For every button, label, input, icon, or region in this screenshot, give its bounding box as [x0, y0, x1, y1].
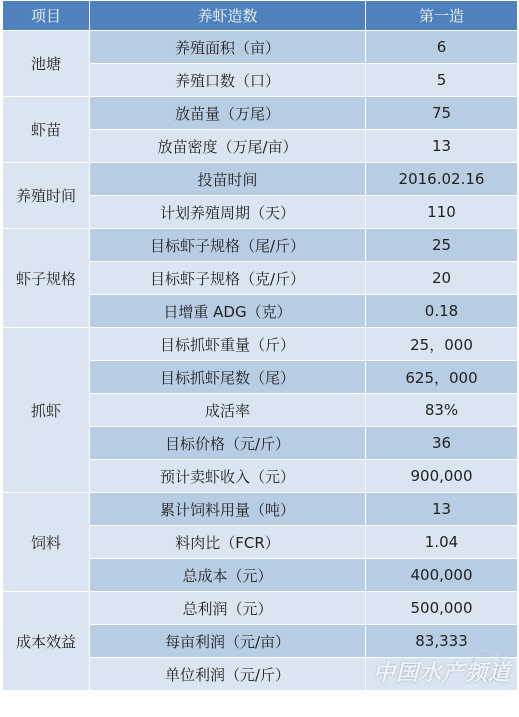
table-body: [3, 31, 518, 691]
metric-label: 预计卖虾收入（元）: [90, 460, 366, 493]
metric-value: 75: [366, 97, 518, 130]
group-label: 饲料: [3, 493, 90, 592]
table-row: [3, 328, 518, 361]
metric-label: 总利润（元）: [90, 592, 366, 625]
metric-value: 20: [366, 262, 518, 295]
group-label: 成本效益: [3, 592, 90, 691]
table-header-row: [3, 1, 518, 31]
metric-value: 0.18: [366, 295, 518, 328]
group-label: 虾子规格: [3, 229, 90, 328]
metric-value: 500,000: [366, 592, 518, 625]
metric-label: 目标虾子规格（尾/斤）: [90, 229, 366, 262]
metric-value: 6: [366, 31, 518, 64]
metric-label: 目标虾子规格（克/斤）: [90, 262, 366, 295]
header-metric: 养虾造数: [90, 1, 366, 31]
metric-label: 放苗密度（万尾/亩）: [90, 130, 366, 163]
table-row: [3, 493, 518, 526]
metric-value: 25，000: [366, 328, 518, 361]
metric-label: 放苗量（万尾）: [90, 97, 366, 130]
metric-label: 总成本（元）: [90, 559, 366, 592]
metric-label: 养殖口数（口）: [90, 64, 366, 97]
metric-label: 每亩利润（元/亩）: [90, 625, 366, 658]
metric-value: 5: [366, 64, 518, 97]
metric-value: 110: [366, 196, 518, 229]
metric-value: 13: [366, 493, 518, 526]
metric-label: 投苗时间: [90, 163, 366, 196]
group-label: 虾苗: [3, 97, 90, 163]
header-first-cycle: 第一造: [366, 1, 518, 31]
metric-label: 目标价格（元/斤）: [90, 427, 366, 460]
metric-value: 83,333: [366, 625, 518, 658]
metric-label: 目标抓虾重量（斤）: [90, 328, 366, 361]
table-row: [3, 97, 518, 130]
group-label: 养殖时间: [3, 163, 90, 229]
metric-label: 目标抓虾尾数（尾）: [90, 361, 366, 394]
watermark-text: 中国水产频道: [372, 661, 511, 686]
metric-value: 13: [366, 130, 518, 163]
metric-value: 1.04: [366, 526, 518, 559]
metric-label: 单位利润（元/斤）: [90, 658, 366, 691]
metric-value: 83%: [366, 394, 518, 427]
table-row: [3, 592, 518, 625]
metric-label: 料肉比（FCR）: [90, 526, 366, 559]
group-label: 池塘: [3, 31, 90, 97]
shrimp-farming-table: [2, 0, 518, 691]
metric-label: 成活率: [90, 394, 366, 427]
metric-value: 400,000: [366, 559, 518, 592]
data-table-frame: [2, 0, 517, 691]
metric-value: 25: [366, 229, 518, 262]
header-item: 项目: [3, 1, 90, 31]
metric-value: 625，000: [366, 361, 518, 394]
metric-label: 养殖面积（亩）: [90, 31, 366, 64]
metric-value: 36: [366, 427, 518, 460]
group-label: 抓虾: [3, 328, 90, 493]
metric-label: 计划养殖周期（天）: [90, 196, 366, 229]
metric-value: 900,000: [366, 460, 518, 493]
metric-value: 2016.02.16: [366, 163, 518, 196]
table-row: [3, 163, 518, 196]
metric-label: 累计饲料用量（吨）: [90, 493, 366, 526]
metric-label: 日增重 ADG（克）: [90, 295, 366, 328]
table-row: [3, 229, 518, 262]
table-row: [3, 31, 518, 64]
